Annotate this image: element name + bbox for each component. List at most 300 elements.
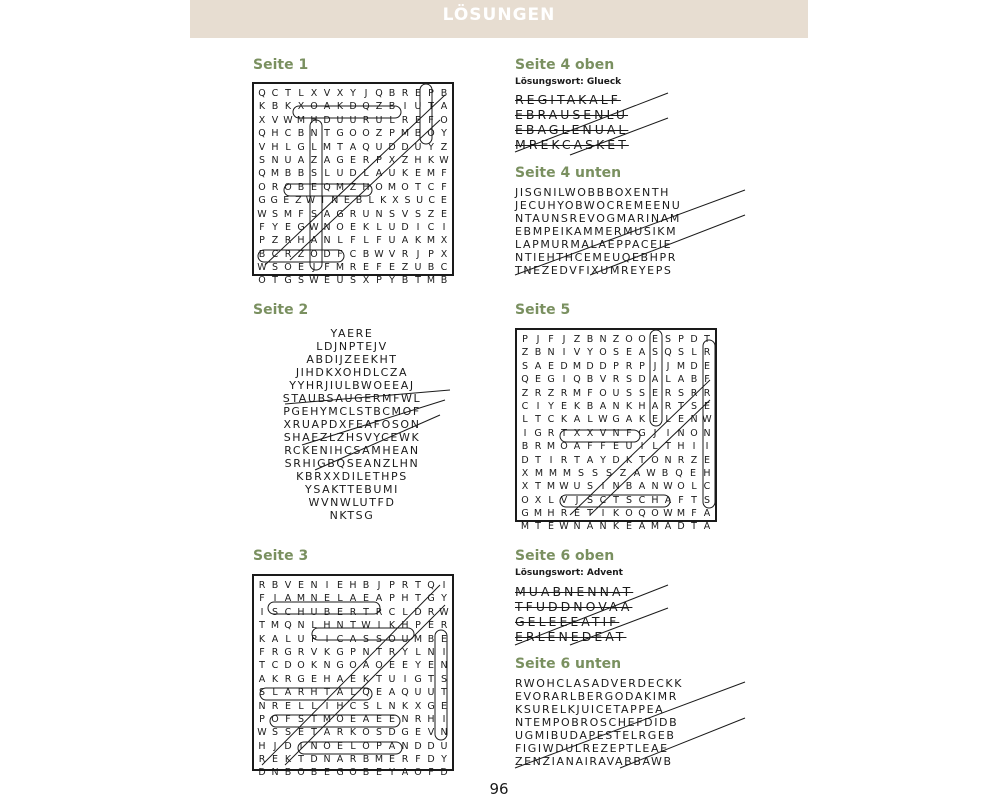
grid-letter: D [560, 360, 568, 372]
grid-letter: W [663, 481, 673, 493]
grid-letter: R [284, 248, 292, 260]
grid-letter: B [323, 606, 331, 618]
grid-letter: E [703, 360, 710, 372]
grid-letter: S [677, 347, 685, 359]
grid-letter: T [350, 620, 356, 632]
grid-row [256, 167, 450, 180]
grid-row [519, 373, 713, 386]
grid-letter: F [428, 114, 434, 126]
grid-letter: D [414, 740, 422, 752]
grid-letter: R [336, 727, 344, 739]
grid-letter: C [638, 494, 646, 506]
heading-seite-4-oben: Seite 4 oben [515, 57, 615, 73]
grid-letter: I [562, 374, 566, 386]
grid-letter: S [591, 467, 599, 479]
grid-letter: B [414, 128, 422, 140]
grid-letter: B [388, 88, 396, 99]
grid-letter: K [625, 454, 633, 466]
grid-letter: I [442, 713, 446, 725]
grid-letter: I [403, 673, 407, 685]
grid-row [519, 387, 713, 400]
grid-letter: E [612, 441, 619, 453]
grid-letter: D [677, 521, 685, 533]
grid-letter: R [388, 646, 396, 658]
grid-letter: D [427, 754, 435, 766]
grid-letter: C [336, 633, 344, 645]
grid-letter: B [586, 400, 594, 412]
grid-letter: C [271, 660, 279, 672]
grid-letter: R [401, 88, 409, 99]
grid-letter: B [258, 248, 266, 260]
grid-letter: E [388, 754, 395, 766]
grid-letter: Q [401, 687, 409, 699]
grid-letter: G [336, 646, 344, 658]
grid-letter: B [362, 767, 370, 779]
grid-row: KSURELKJUICETAPPEA [515, 703, 665, 716]
grid-row: STAUBSAUGERMFWL [282, 392, 422, 405]
grid-letter: A [703, 521, 711, 533]
grid-letter: S [586, 494, 594, 506]
grid-seite-5 [515, 328, 717, 533]
grid-row [519, 346, 713, 359]
grid-row [256, 606, 450, 619]
grid-letter: A [651, 374, 659, 386]
grid-row: NTEMPOBROSCHEFDIDB [515, 716, 679, 729]
grid-letter: I [325, 700, 329, 712]
grid-letter: S [375, 633, 383, 645]
grid-row: TNEZEDVFIXUMREYEPS [515, 264, 673, 277]
grid-letter: P [350, 646, 356, 658]
grid-letter: V [284, 580, 292, 591]
grid-letter: M [296, 114, 306, 126]
grid-letter: Y [428, 141, 434, 153]
grid-letter: L [522, 414, 528, 426]
grid-letter: R [349, 262, 357, 274]
grid-row: XRUAPDXFEAFOSON [283, 418, 421, 431]
grid-letter: W [439, 154, 449, 166]
grid-letter: J [312, 262, 316, 274]
grid-letter: Q [258, 88, 266, 99]
grid-letter: T [535, 521, 541, 533]
grid-letter: N [612, 400, 620, 412]
grid-letter: H [310, 687, 318, 699]
grid-letter: P [259, 235, 265, 247]
grid-letter: L [368, 195, 374, 207]
grid-letter: S [521, 360, 529, 372]
grid-letter: L [285, 141, 291, 153]
grid-letter: O [271, 713, 279, 725]
grid-seite-1 [252, 82, 454, 287]
grid-letter: A [336, 673, 344, 685]
grid-letter: U [388, 221, 396, 233]
grid-letter: B [427, 633, 435, 645]
grid-letter: D [388, 141, 396, 153]
grid-letter: M [426, 275, 436, 287]
grid-letter: O [560, 441, 568, 453]
grid-letter: O [521, 494, 529, 506]
grid-letter: N [331, 195, 339, 207]
grid-letter: R [297, 687, 305, 699]
grid-letter: Z [375, 128, 383, 140]
grid-row [256, 141, 450, 154]
grid-letter: E [297, 580, 304, 591]
grid-letter: N [703, 427, 711, 439]
grid-letter: Q [573, 374, 581, 386]
grid-row: RCKENIHCSAMHEAN [284, 444, 420, 457]
grid-letter: K [380, 195, 387, 207]
grid-letter: K [284, 754, 292, 766]
grid-letter: A [284, 593, 292, 605]
grid-letter: B [297, 181, 305, 193]
grid-letter: L [311, 700, 317, 712]
grid-letter: I [692, 441, 696, 453]
grid-letter: V [401, 208, 409, 220]
grid-row: ZENZIANAIRAVABBAWB [515, 755, 673, 768]
grid-letter: T [415, 593, 421, 605]
grid-letter: O [414, 767, 422, 779]
grid-letter: E [388, 262, 395, 274]
grid-row: JIHDKXOHDLCZA [295, 366, 409, 379]
solution-word-seite-6: Lösungswort: Advent [515, 568, 623, 578]
grid-letter: I [260, 606, 264, 618]
grid-letter: K [336, 101, 344, 113]
grid-letter: P [678, 334, 684, 345]
grid-letter: J [377, 580, 381, 591]
grid-letter: E [388, 660, 395, 672]
grid-row [256, 579, 450, 592]
grid-letter: R [297, 646, 305, 658]
grid-letter: G [427, 593, 435, 605]
grid-letter: A [323, 208, 331, 220]
grid-letter: T [665, 441, 671, 453]
grid-letter: X [388, 154, 396, 166]
grid-letter: R [284, 673, 292, 685]
grid-seite-6-oben [515, 584, 633, 644]
grid-letter: N [310, 593, 318, 605]
grid-letter: U [414, 262, 422, 274]
grid-letter: M [270, 168, 280, 180]
grid-letter: C [440, 262, 448, 274]
grid-letter: O [336, 713, 344, 725]
grid-letter: I [536, 400, 540, 412]
grid-letter: X [297, 101, 305, 113]
grid-letter: K [362, 221, 370, 233]
heading-seite-6-unten: Seite 6 unten [515, 656, 622, 672]
grid-letter: R [271, 181, 279, 193]
grid-letter: S [577, 467, 585, 479]
grid-letter: C [284, 128, 292, 140]
grid-row [256, 700, 450, 713]
grid-row [256, 181, 450, 194]
grid-letter: A [349, 141, 357, 153]
grid-letter: B [271, 580, 279, 591]
grid-letter: P [389, 593, 395, 605]
grid-letter: X [336, 88, 344, 99]
grid-letter: E [414, 727, 421, 739]
grid-letter: A [323, 154, 331, 166]
grid-row: SRHIGBQSEANZLHN [284, 457, 420, 470]
grid-letter: O [349, 660, 357, 672]
grid-letter: M [546, 441, 556, 453]
grid-letter: F [587, 441, 593, 453]
grid-letter: L [587, 414, 593, 426]
grid-letter: S [612, 347, 620, 359]
grid-letter: H [677, 441, 685, 453]
grid-letter: Y [272, 221, 278, 233]
grid-letter: T [259, 660, 265, 672]
grid-letter: U [362, 208, 370, 220]
grid-letter: S [271, 208, 279, 220]
grid-letter: O [638, 334, 646, 345]
grid-letter: M [548, 467, 558, 479]
grid-letter: R [362, 154, 370, 166]
grid-letter: A [625, 414, 633, 426]
grid-letter: N [440, 660, 448, 672]
grid-letter: L [548, 494, 554, 506]
grid-letter: A [401, 235, 409, 247]
grid-letter: I [640, 441, 644, 453]
grid-letter: A [586, 454, 594, 466]
grid-letter: W [257, 727, 267, 739]
grid-letter: Q [258, 128, 266, 140]
grid-letter: M [335, 262, 345, 274]
grid-letter: M [296, 593, 306, 605]
grid-letter: E [362, 262, 369, 274]
grid-letter: R [414, 713, 422, 725]
grid-letter: M [374, 754, 384, 766]
grid-letter: H [414, 154, 422, 166]
grid-letter: W [257, 262, 267, 274]
grid-letter: B [271, 101, 279, 113]
grid-letter: A [271, 633, 279, 645]
grid-letter: Q [664, 347, 672, 359]
grid-letter: S [638, 387, 646, 399]
grid-letter: X [414, 700, 422, 712]
grid-letter: R [258, 754, 266, 766]
grid-letter: U [349, 114, 357, 126]
grid-letter: F [285, 713, 291, 725]
grid-letter: T [415, 275, 421, 287]
grid-letter: G [297, 221, 305, 233]
grid-letter: N [612, 481, 620, 493]
grid-letter: N [375, 208, 383, 220]
grid-letter: N [599, 521, 607, 533]
grid-row: GELEEEATIF [515, 614, 620, 629]
grid-letter: W [663, 508, 673, 520]
grid-letter: E [703, 400, 710, 412]
grid-letter: S [258, 154, 266, 166]
grid-letter: T [678, 400, 684, 412]
grid-row [256, 713, 450, 726]
grid-letter: I [523, 427, 527, 439]
grid-seite-4-unten [515, 186, 681, 277]
grid-letter: F [587, 387, 593, 399]
grid-letter: E [323, 767, 330, 779]
grid-row [519, 520, 713, 533]
grid-letter: A [586, 521, 594, 533]
grid-letter: E [401, 660, 408, 672]
grid-letter: A [375, 593, 383, 605]
grid-letter: Z [619, 467, 627, 479]
grid-row [256, 221, 450, 234]
grid-row: EVORARLBERGODAKIMR [515, 690, 678, 703]
grid-letter: R [534, 387, 542, 399]
grid-letter: U [388, 235, 396, 247]
grid-letter: Z [295, 195, 302, 207]
grid-letter: P [389, 580, 395, 591]
grid-row [519, 333, 713, 346]
grid-letter: S [690, 400, 698, 412]
grid-letter: T [363, 606, 369, 618]
grid-letter: F [548, 334, 554, 345]
grid-letter: K [638, 414, 646, 426]
grid-letter: U [388, 168, 396, 180]
grid-letter: N [323, 754, 331, 766]
grid-letter: X [521, 481, 529, 493]
grid-letter: O [375, 660, 383, 672]
grid-letter: O [349, 767, 357, 779]
grid-letter: L [311, 620, 317, 632]
grid-letter: D [612, 454, 620, 466]
grid-letter: S [271, 262, 279, 274]
grid-letter: M [335, 181, 345, 193]
grid-letter: H [401, 620, 409, 632]
grid-letter: M [413, 633, 423, 645]
heading-seite-5: Seite 5 [515, 302, 571, 318]
grid-letter: E [375, 713, 382, 725]
grid-letter: A [375, 168, 383, 180]
grid-letter: T [324, 687, 330, 699]
grid-letter: G [284, 275, 292, 287]
grid-letter: E [651, 414, 658, 426]
grid-row [256, 766, 450, 779]
grid-letter: X [392, 195, 399, 207]
grid-letter: W [646, 467, 656, 479]
grid-letter: I [442, 221, 446, 233]
grid-letter: C [547, 414, 555, 426]
grid-letter: C [271, 248, 279, 260]
heading-seite-6-oben: Seite 6 oben [515, 548, 615, 564]
grid-letter: A [284, 687, 292, 699]
grid-letter: M [322, 141, 332, 153]
heading-seite-2: Seite 2 [253, 302, 309, 318]
grid-letter: A [573, 441, 581, 453]
grid-letter: N [573, 521, 581, 533]
grid-letter: R [271, 646, 279, 658]
grid-letter: Z [401, 262, 409, 274]
grid-letter: C [599, 494, 607, 506]
grid-letter: U [310, 606, 318, 618]
grid-letter: E [349, 221, 356, 233]
grid-letter: A [349, 593, 357, 605]
grid-row [256, 659, 450, 672]
grid-letter: S [349, 275, 357, 287]
grid-letter: S [271, 727, 279, 739]
grid-letter: Z [440, 141, 448, 153]
grid-letter: E [375, 767, 382, 779]
grid-letter: S [362, 700, 370, 712]
grid-letter: U [416, 195, 424, 207]
grid-letter: S [625, 494, 633, 506]
grid-letter: Z [427, 208, 435, 220]
grid-letter: M [650, 521, 660, 533]
grid-letter: P [613, 360, 619, 372]
grid-letter: L [652, 441, 658, 453]
grid-letter: L [376, 700, 382, 712]
grid-letter: L [402, 606, 408, 618]
grid-letter: D [323, 114, 331, 126]
grid-letter: C [284, 606, 292, 618]
grid-letter: Y [600, 454, 606, 466]
grid-letter: S [310, 208, 318, 220]
grid-letter: U [401, 633, 409, 645]
grid-letter: S [388, 208, 396, 220]
grid-letter: S [586, 481, 594, 493]
grid-letter: L [691, 481, 697, 493]
grid-row: ERLENEDEAT [515, 629, 627, 644]
grid-letter: E [547, 360, 554, 372]
grid-seite-6-unten [515, 677, 683, 768]
grid-letter: K [612, 521, 620, 533]
grid-letter: F [415, 754, 421, 766]
grid-letter: F [428, 767, 434, 779]
grid-letter: R [664, 387, 672, 399]
grid-letter: I [325, 580, 329, 591]
grid-row [256, 592, 450, 605]
grid-letter: Q [362, 141, 370, 153]
grid-letter: X [573, 427, 581, 439]
grid-letter: E [375, 687, 382, 699]
grid-letter: A [664, 494, 672, 506]
grid-letter: Y [389, 275, 395, 287]
grid-letter: T [311, 727, 317, 739]
grid-letter: F [259, 646, 265, 658]
grid-letter: J [666, 360, 670, 372]
grid-letter: T [376, 673, 382, 685]
grid-letter: G [336, 767, 344, 779]
grid-row [256, 87, 450, 100]
grid-letter: A [388, 740, 396, 752]
grid-letter: Y [415, 660, 421, 672]
grid-letter: C [427, 221, 435, 233]
grid-letter: M [533, 508, 543, 520]
grid-letter: T [441, 687, 447, 699]
grid-letter: N [440, 727, 448, 739]
grid-letter: M [426, 235, 436, 247]
grid-letter: T [535, 414, 541, 426]
grid-row: ABDIJZEEKHT [306, 353, 398, 366]
grid-letter: O [651, 454, 659, 466]
grid-letter: B [586, 374, 594, 386]
grid-letter: V [560, 494, 568, 506]
grid-seite-2 [252, 327, 452, 522]
grid-letter: L [285, 633, 291, 645]
grid-letter: P [428, 248, 434, 260]
grid-letter: B [440, 275, 448, 287]
grid-row: REGITAKALF [515, 92, 621, 107]
grid-letter: T [272, 275, 278, 287]
grid-letter: S [362, 633, 370, 645]
grid-letter: H [703, 467, 711, 479]
grid-letter: N [664, 454, 672, 466]
grid-letter: A [310, 235, 318, 247]
grid-letter: P [522, 334, 528, 345]
grid-letter: D [599, 360, 607, 372]
grid-letter: U [388, 673, 396, 685]
grid-letter: B [534, 347, 542, 359]
grid-row [519, 400, 713, 413]
grid-letter: B [440, 88, 448, 99]
